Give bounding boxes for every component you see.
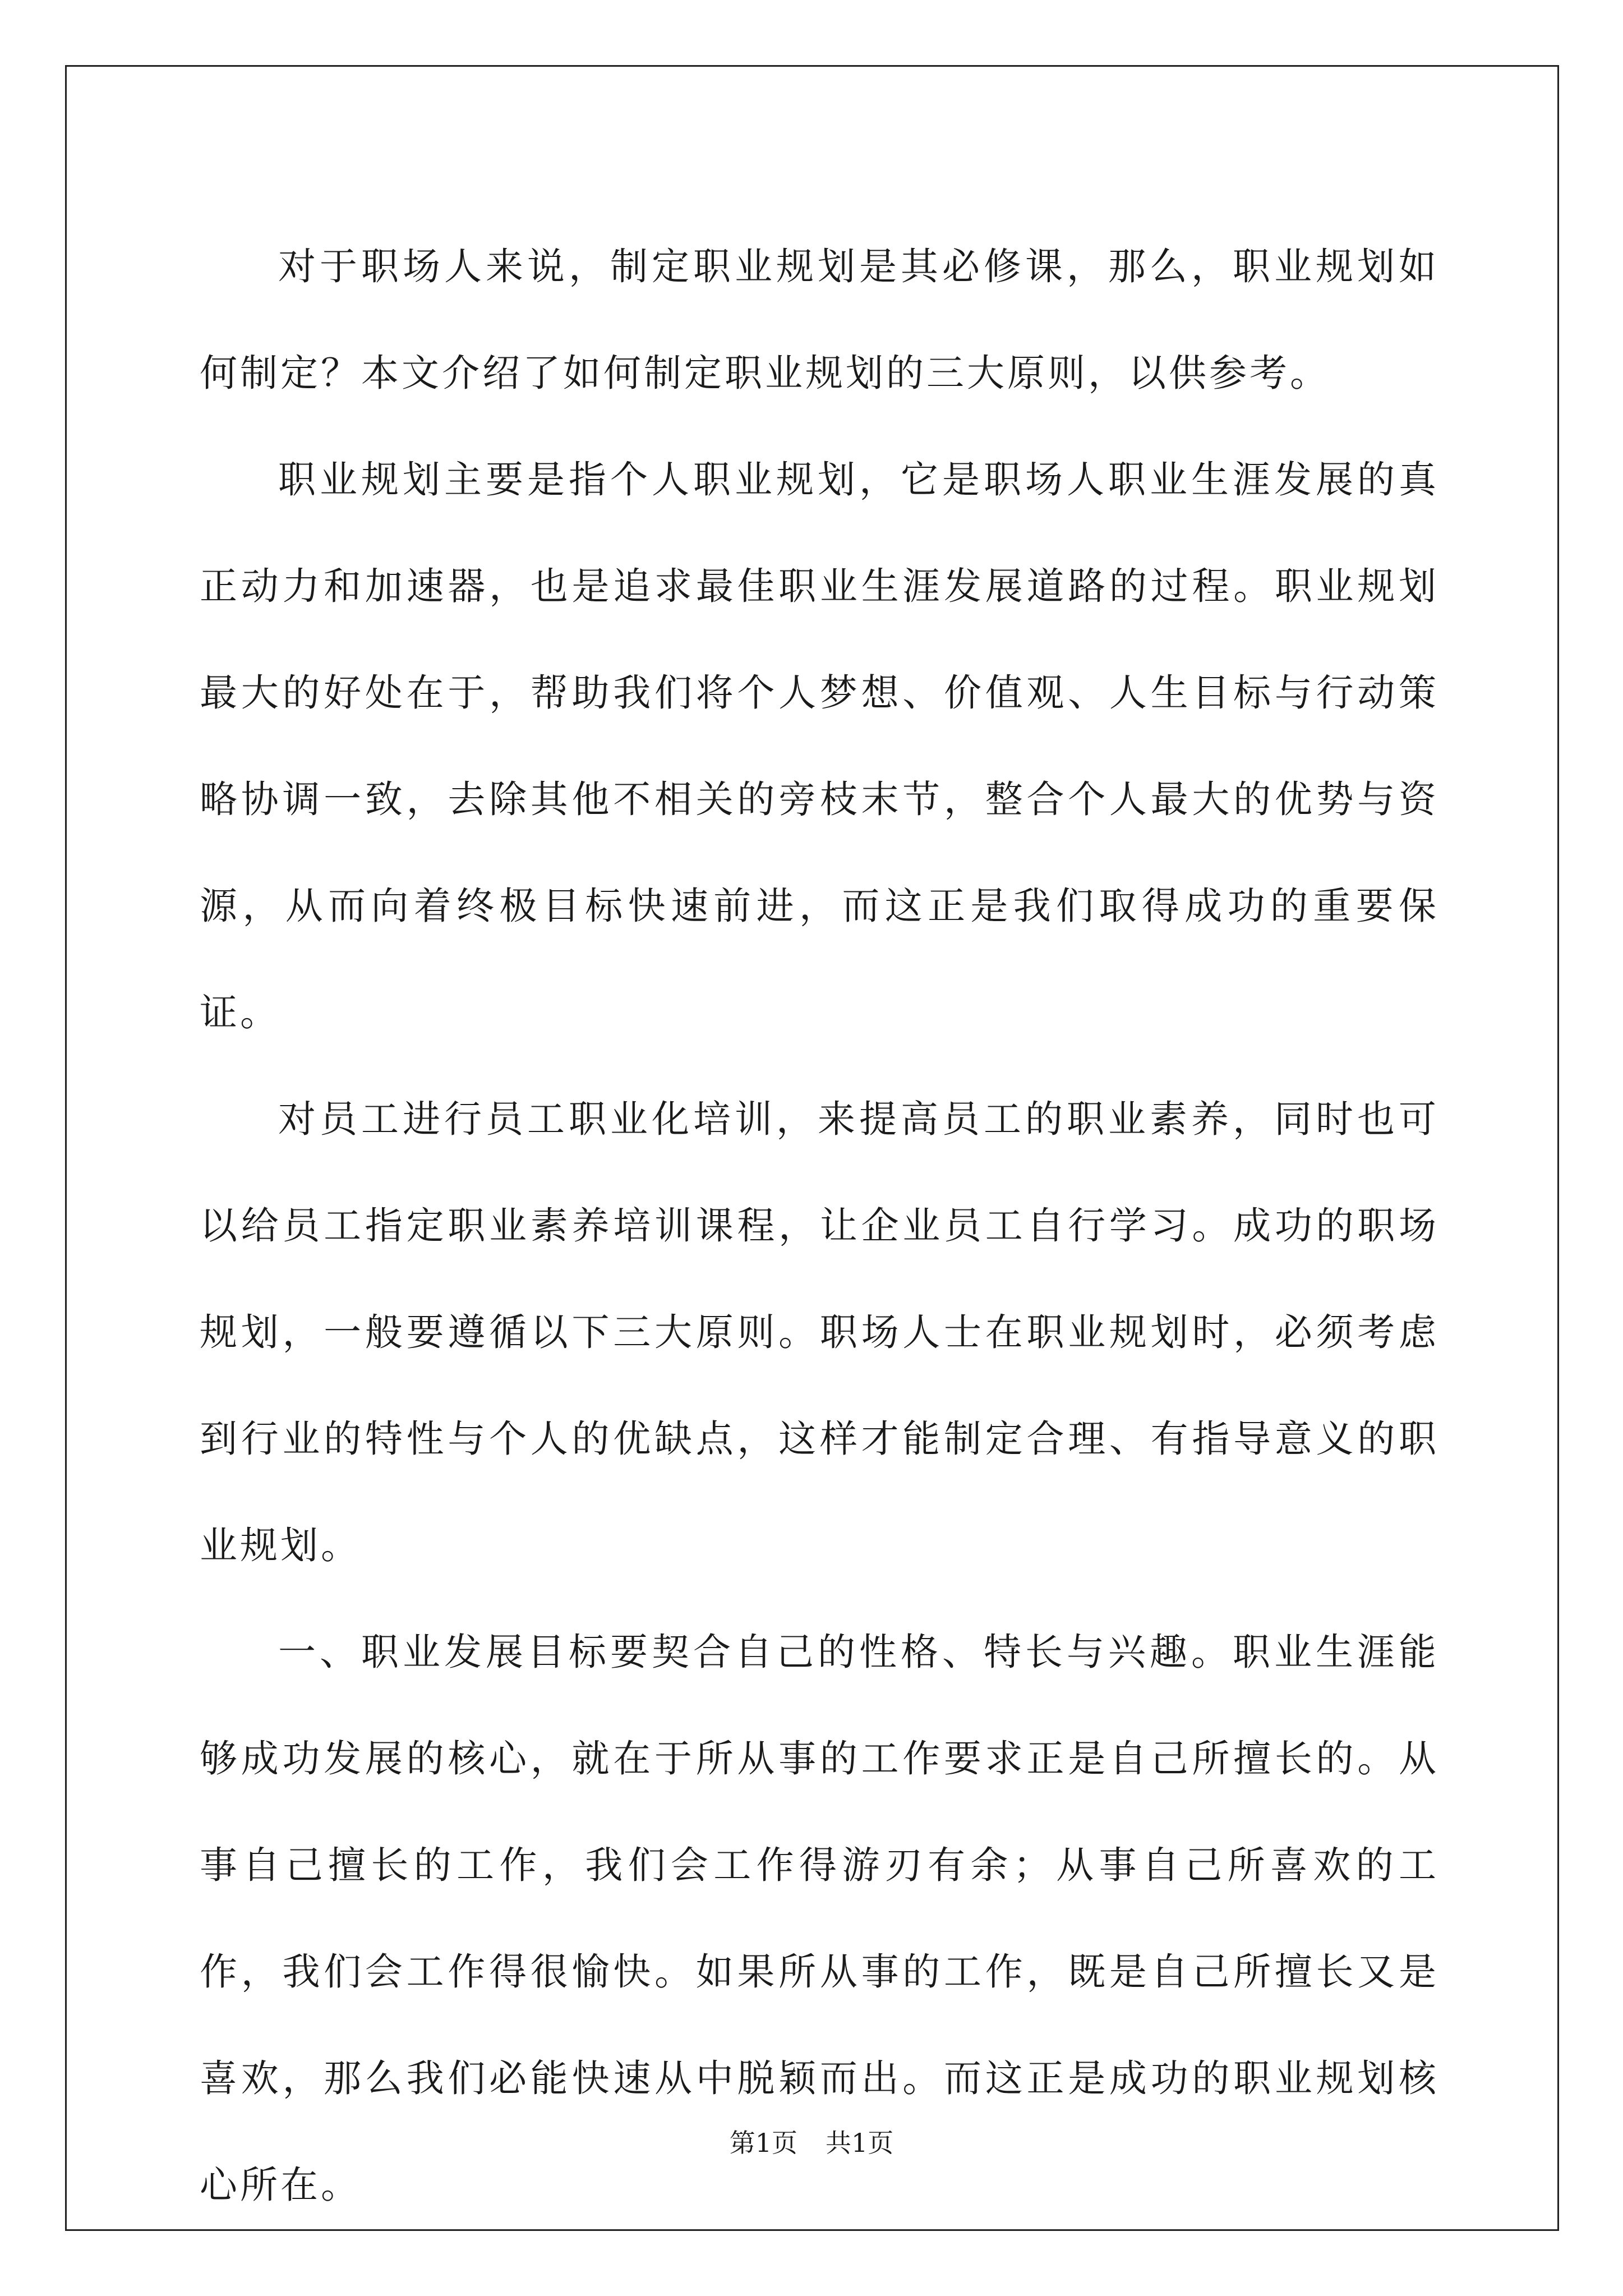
paragraph-intro: 对于职场人来说，制定职业规划是其必修课，那么，职业规划如何制定？本文介绍了如何制定职业规划的三大原则，以供参考。 [200, 245, 1439, 395]
page-footer [0, 2126, 1623, 2160]
paragraph-employee-training: 对员工进行员工职业化培训，来提高员工的职业素养，同时也可以给员工指定职业素养培训课程，让企业员工自行学习。成功的职场规划，一般要遵循以下三大原则。职场人士在职业规划时，必须考虑到行业的特性与个人的优缺点，这样才能制定合理、有指导意义的职业规划。 [200, 1097, 1439, 1567]
document-body [200, 213, 1439, 2238]
paragraph-principle-one: 一、职业发展目标要契合自己的性格、特长与兴趣。职业生涯能够成功发展的核心，就在于所从事的工作要求正是自己所擅长的。从事自己擅长的工作，我们会工作得游刃有余；从事自己所喜欢的工作，我们会工作得很愉快。如果所从事的工作，既是自己所擅长又是喜欢，那么我们必能快速从中脱颖而出。而这正是成功的职业规划核心所在。 [200, 1630, 1439, 2207]
paragraph-career-planning-definition: 职业规划主要是指个人职业规划，它是职场人职业生涯发展的真正动力和加速器，也是追求最佳职业生涯发展道路的过程。职业规划最大的好处在于，帮助我们将个人梦想、价值观、人生目标与行动策略协调一致，去除其他不相关的旁枝末节，整合个人最大的优势与资源，从而向着终极目标快速前进，而这正是我们取得成功的重要保证。 [200, 458, 1439, 1034]
page-number-current: 第1页 [729, 2128, 797, 2158]
page-number-total: 共1页 [826, 2128, 894, 2158]
